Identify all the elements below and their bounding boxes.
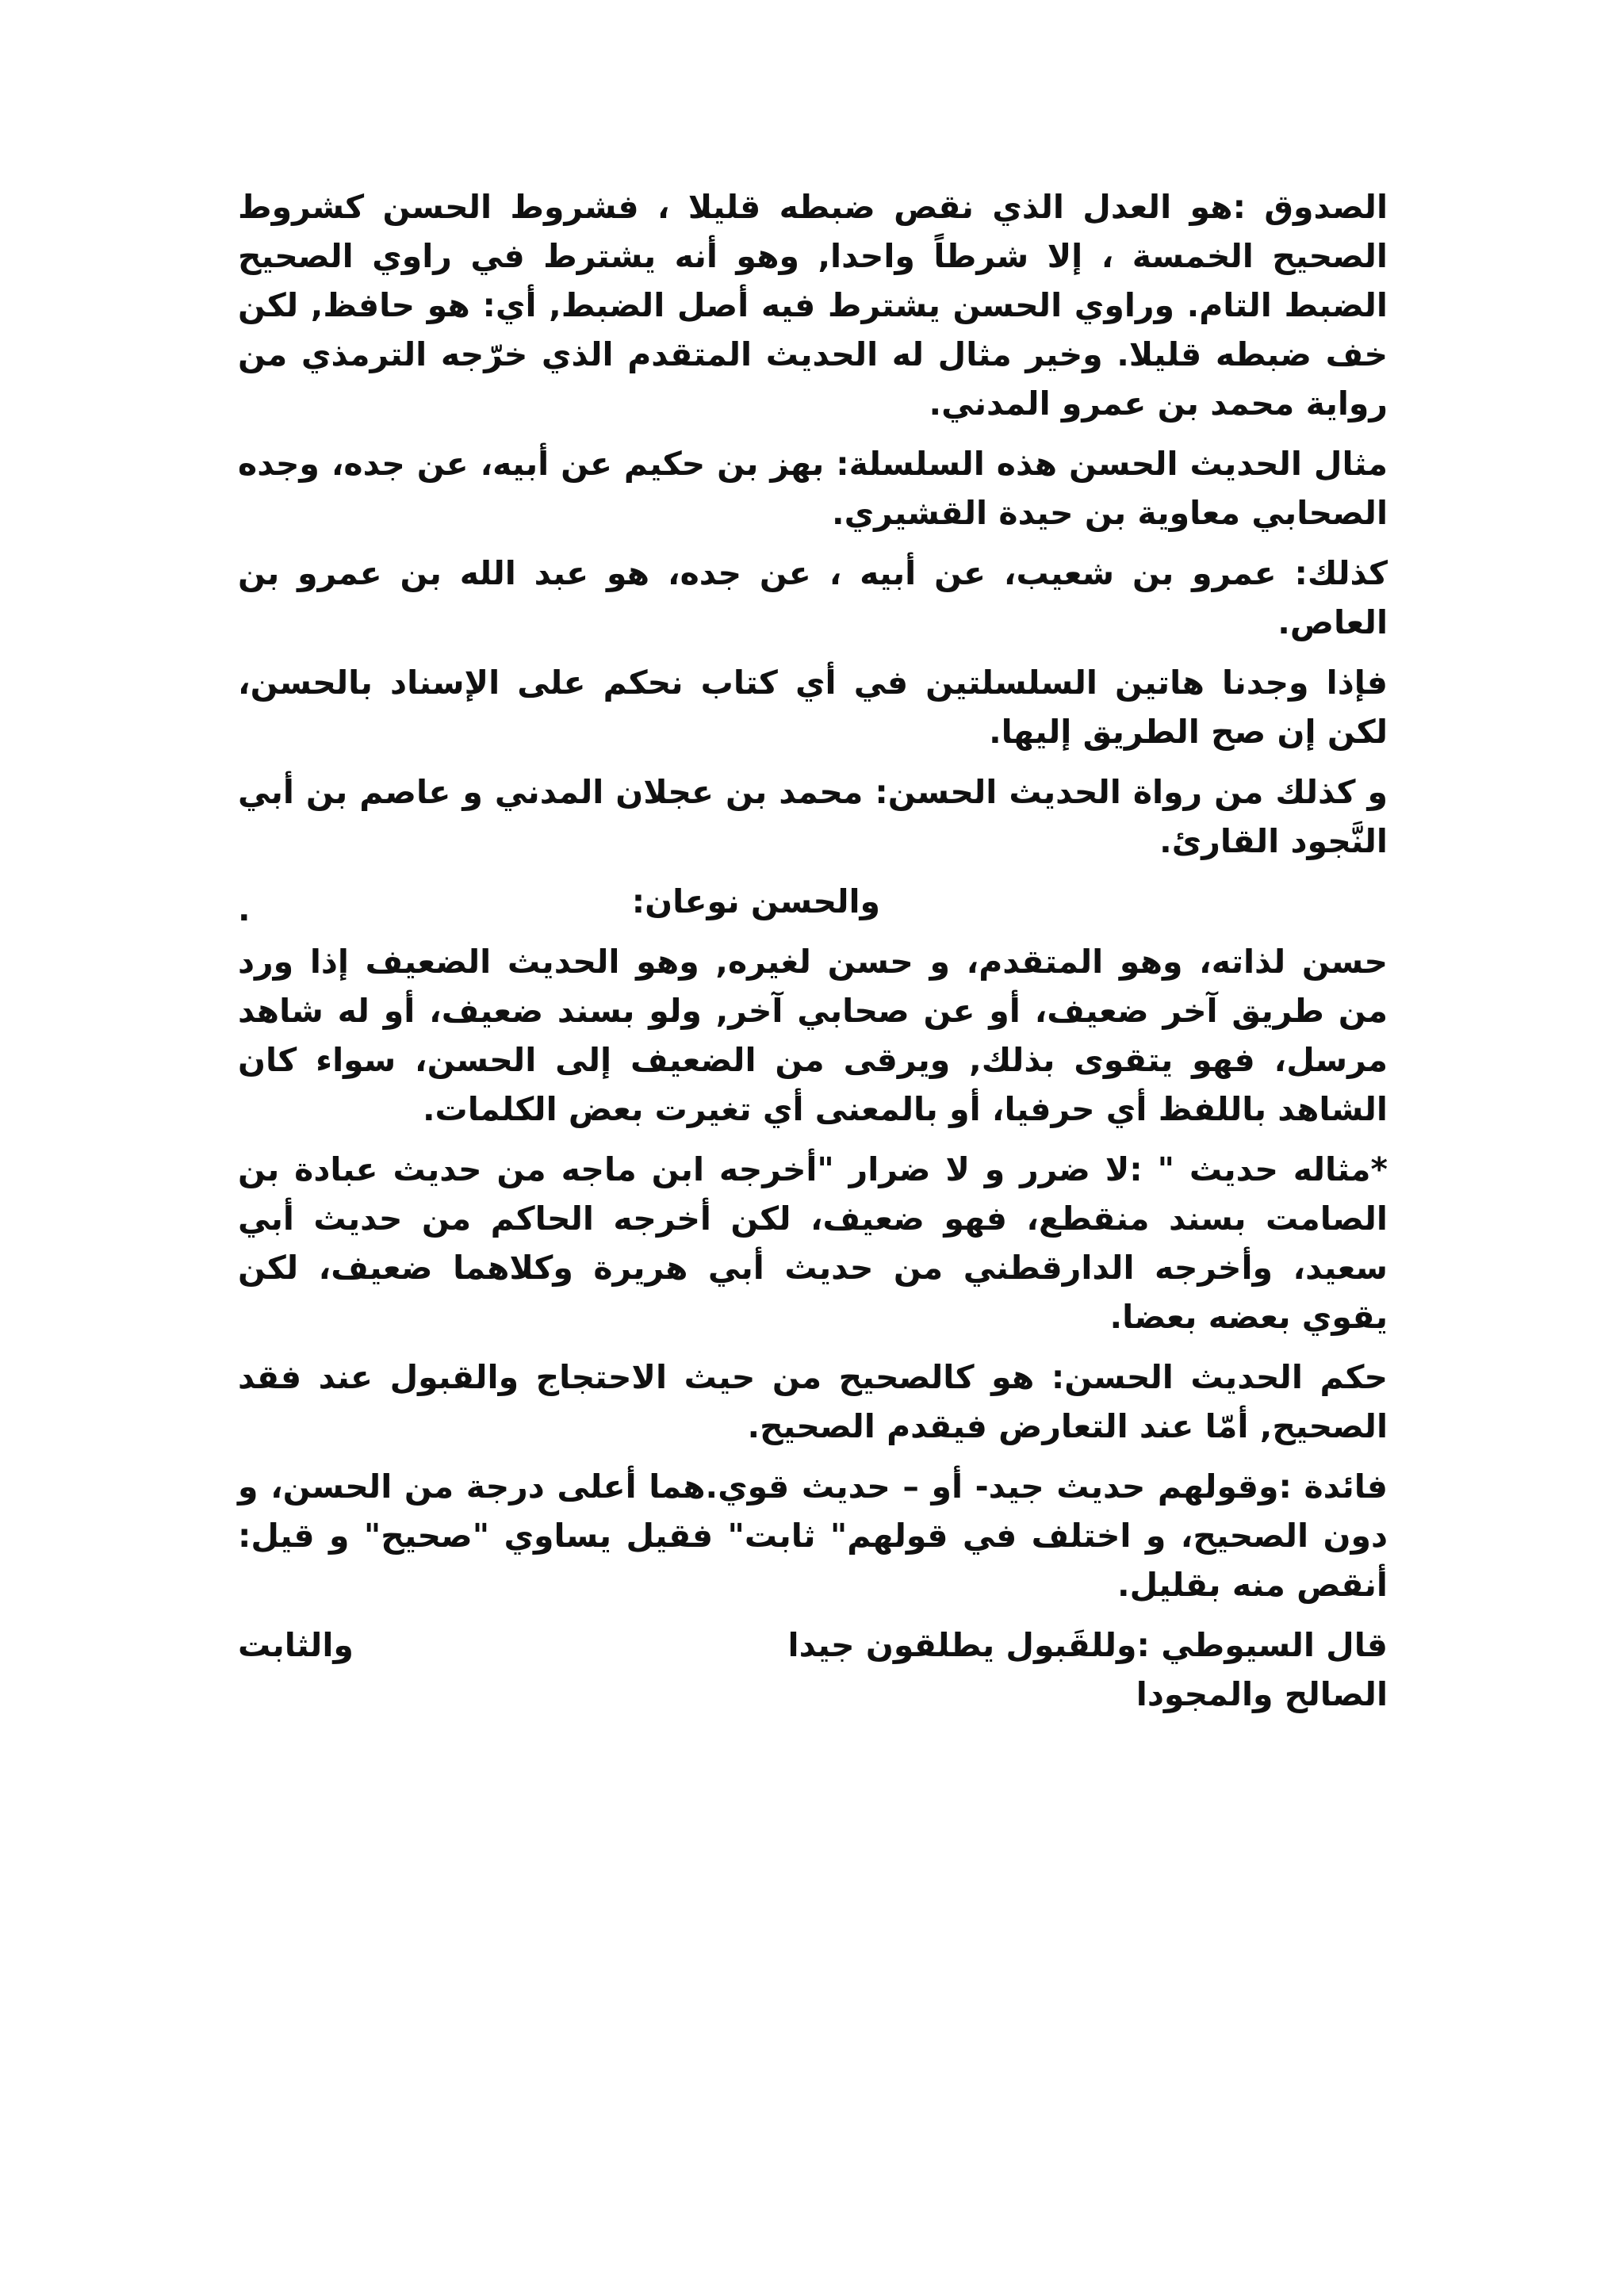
paragraph-example-chain-2: كذلك: عمرو بن شعيب، عن أبيه ، عن جده، هو عبد الله بن عمرو بن العاص. <box>238 554 1388 641</box>
verse-line-1-second-hemistich: والثابت <box>238 1626 354 1664</box>
document-page <box>238 182 1388 1719</box>
suyuti-verse <box>238 1621 1388 1719</box>
paragraph-narrators: و كذلك من رواة الحديث الحسن: محمد بن عجلان المدني و عاصم بن أبي النَّجود القارئ. <box>238 773 1388 860</box>
paragraph-example-chain-1: مثال الحديث الحسن هذه السلسلة: بهز بن حكيم عن أبيه، عن جده، وجده الصحابي معاوية بن حيدة القشيري. <box>238 445 1388 532</box>
types-heading: والحسن نوعان: <box>631 882 880 920</box>
types-dot: . <box>238 890 251 928</box>
paragraph-la-darar-example: *مثاله حديث " :لا ضرر و لا ضرار "أخرجه ابن ماجه من حديث عبادة بن الصامت بسند منقطع، فهو ضعيف، لكن أخرجه الحاكم من حديث أبي سعيد، وأخرجه الدارقطني من حديث أبي هريرة وكلاهما ضعيف، لكن يقوي بعضه بعضا. <box>238 1150 1388 1336</box>
paragraph-chains-ruling: فإذا وجدنا هاتين السلسلتين في أي كتاب نحكم على الإسناد بالحسن، لكن إن صح الطريق إليها. <box>238 664 1388 751</box>
paragraph-hasan-types: حسن لذاته، وهو المتقدم، و حسن لغيره, وهو الحديث الضعيف إذا ورد من طريق آخر ضعيف، أو عن صحابي آخر, ولو بسند ضعيف، أو له شاهد مرسل، فهو يتقوى بذلك, ويرقى من الضعيف إلى الحسن، سواء كان الشاهد باللفظ أي حرفيا، أو بالمعنى أي تغيرت بعض الكلمات. <box>238 943 1388 1128</box>
paragraph-benefit: فائدة :وقولهم حديث جيد- أو – حديث قوي.هما أعلى درجة من الحسن، و دون الصحيح، و اختلف في قولهم" ثابت" فقيل يساوي "صحيح" و قيل: أنقص منه بقليل. <box>238 1468 1388 1604</box>
verse-line-2: الصالح والمجودا <box>1136 1675 1388 1713</box>
paragraph-hasan-ruling: حكم الحديث الحسن: هو كالصحيح من حيث الاحتجاج والقبول عند فقد الصحيح, أمّا عند التعارض فيقدم الصحيح. <box>238 1358 1388 1445</box>
verse-line-1-first-hemistich: قال السيوطي :وللقَبول يطلقون جيدا <box>787 1626 1388 1664</box>
verse-line-1 <box>238 1621 1388 1670</box>
paragraph-saduq: الصدوق :هو العدل الذي نقص ضبطه قليلا ، فشروط الحسن كشروط الصحيح الخمسة ، إلا شرطاً واحدا, وهو أنه يشترط في راوي الصحيح الضبط التام. وراوي الحسن يشترط فيه أصل الضبط, أي: هو حافظ, لكن خف ضبطه قليلا. وخير مثال له الحديث المتقدم الذي خرّجه الترمذي من رواية محمد بن عمرو المدني. <box>238 188 1388 423</box>
types-heading-line <box>238 877 1388 926</box>
